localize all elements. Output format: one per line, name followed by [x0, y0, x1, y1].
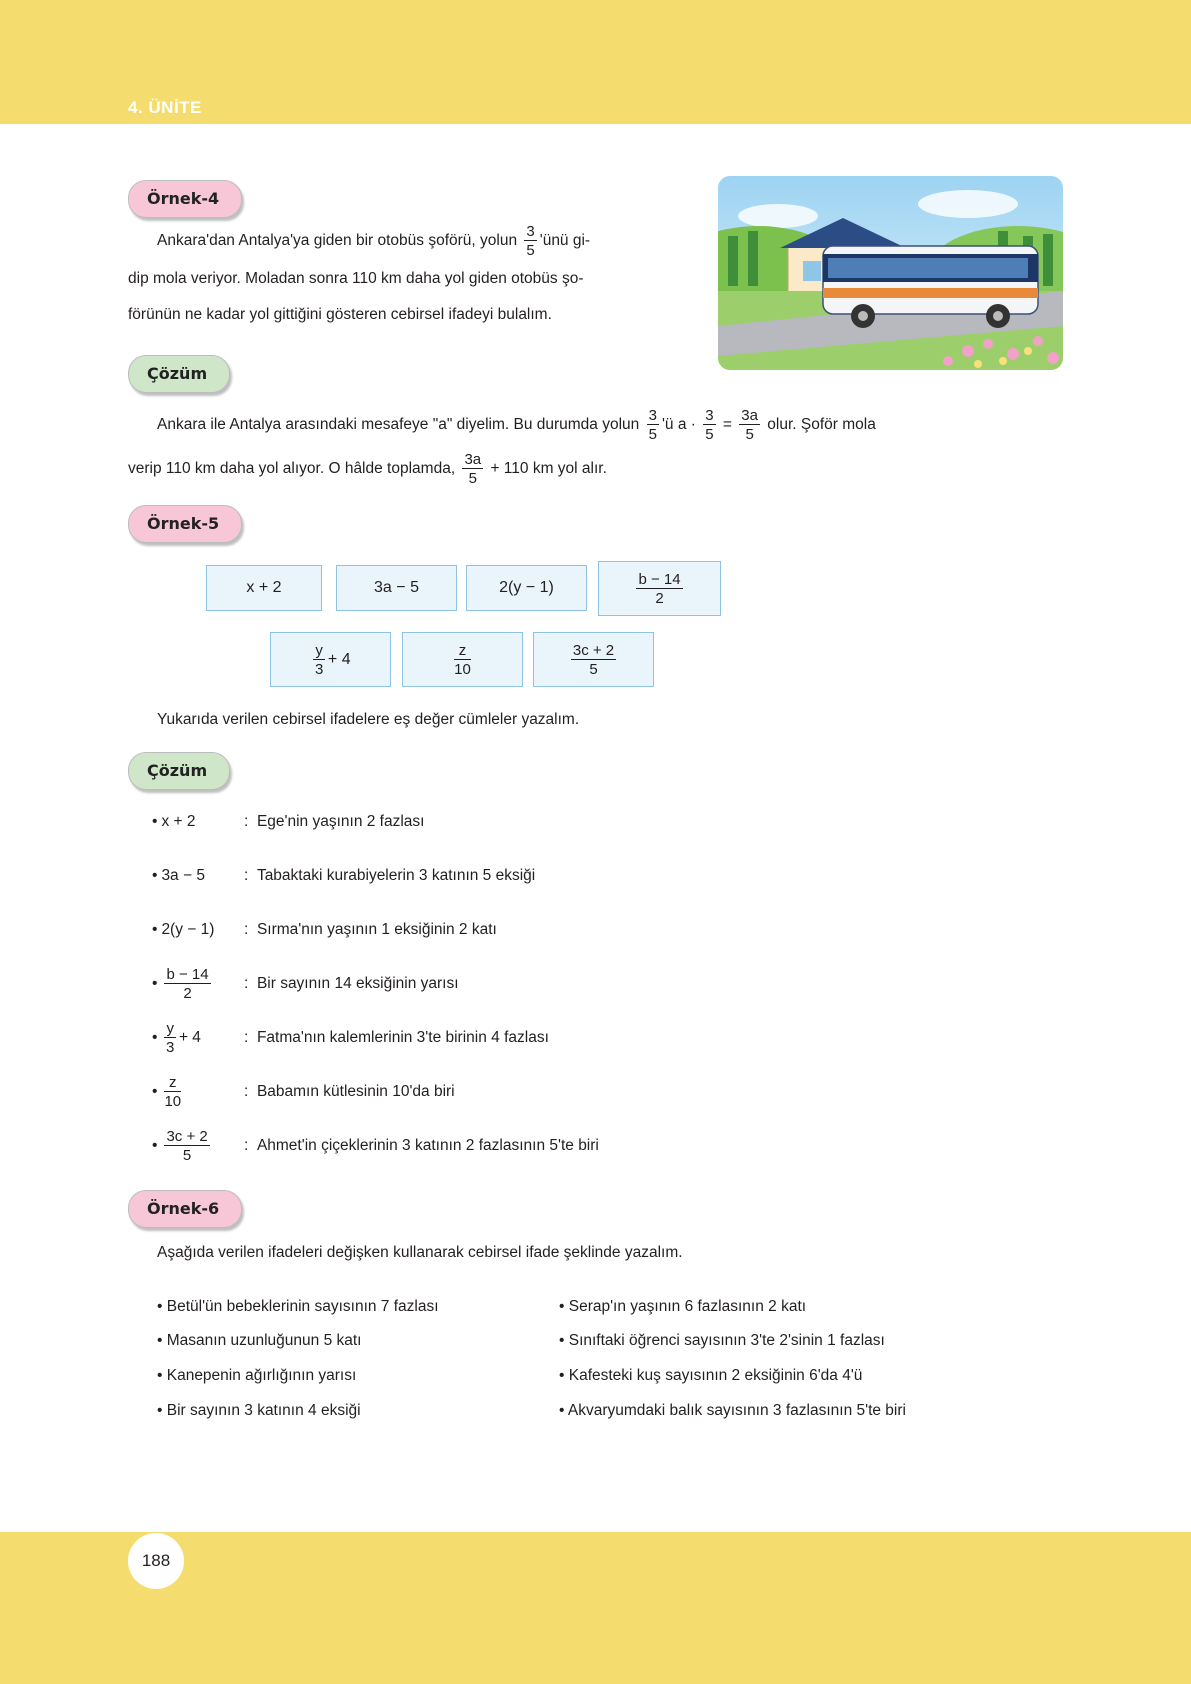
solution-item	[152, 1072, 455, 1112]
sentence: Bir sayının 14 eksiğinin yarısı	[256, 975, 459, 992]
sentence: Fatma'nın kalemlerinin 3'te birinin 4 fazlası	[256, 1029, 549, 1046]
fraction	[524, 224, 536, 258]
bullet: •	[152, 1029, 158, 1046]
numerator: 3	[705, 407, 714, 424]
expression-box	[270, 632, 391, 687]
item-text: Serap'ın yaşının 6 fazlasının 2 katı	[568, 1298, 807, 1315]
expression	[152, 1129, 244, 1163]
denominator: 5	[182, 1147, 192, 1164]
fraction	[703, 408, 715, 442]
expr-text: 3a − 5	[161, 867, 205, 884]
fraction	[164, 967, 210, 1001]
colon: :	[244, 867, 249, 884]
denominator: 5	[648, 426, 657, 443]
item-text: Akvaryumdaki balık sayısının 3 fazlasının 5'te biri	[567, 1402, 906, 1419]
denominator: 5	[745, 426, 754, 443]
equals-sign: =	[722, 416, 732, 434]
sentence: Sırma'nın yaşının 1 eksiğinin 2 katı	[256, 921, 497, 938]
item-text: Kafesteki kuş sayısının 2 eksiğinin 6'da 4'ü	[568, 1367, 863, 1384]
numerator: z	[164, 1075, 181, 1092]
numerator: 3c + 2	[572, 641, 615, 659]
sentence: Tabaktaki kurabiyelerin 3 katının 5 eksiği	[256, 867, 536, 884]
sentence: Ahmet'in çiçeklerinin 3 katının 2 fazlasının 5'te biri	[256, 1137, 599, 1154]
denominator: 5	[705, 426, 714, 443]
colon: :	[244, 921, 249, 938]
colon: :	[244, 813, 249, 830]
text: verip 110 km daha yol alıyor. O hâlde toplamda,	[128, 460, 456, 478]
item-text: Bir sayının 3 katının 4 eksiği	[166, 1402, 361, 1419]
example-5-instruction: Yukarıda verilen cebirsel ifadelere eş değer cümleler yazalım.	[157, 711, 580, 728]
list-item: • Kanepenin ağırlığının yarısı	[157, 1367, 357, 1384]
fraction	[454, 643, 471, 677]
fraction	[739, 408, 760, 442]
expression-box: x + 2	[206, 565, 322, 611]
expr-text: 2(y − 1)	[161, 921, 215, 938]
numerator: y	[166, 1020, 174, 1037]
text: Ankara'dan Antalya'ya giden bir otobüs şoförü, yolun	[157, 232, 518, 250]
item-text: Kanepenin ağırlığının yarısı	[166, 1367, 357, 1384]
bullet: •	[152, 867, 158, 884]
solution-item	[152, 856, 535, 896]
numerator: 3	[648, 407, 657, 424]
fraction	[164, 1021, 176, 1055]
colon: :	[244, 1029, 249, 1046]
example-6-tag: Örnek-6	[128, 1190, 242, 1228]
page-number: 188	[128, 1533, 184, 1589]
example-5-tag: Örnek-5	[128, 505, 242, 543]
denominator: 2	[655, 589, 664, 607]
colon: :	[244, 975, 249, 992]
text: + 110 km yol alır.	[490, 460, 607, 478]
expression	[152, 967, 244, 1001]
list-item: • Serap'ın yaşının 6 fazlasının 2 katı	[559, 1298, 807, 1315]
list-item: • Masanın uzunluğunun 5 katı	[157, 1332, 362, 1349]
expression-box	[533, 632, 654, 687]
fraction	[313, 643, 325, 677]
list-item: • Bir sayının 3 katının 4 eksiği	[157, 1402, 361, 1419]
bullet: •	[152, 813, 158, 830]
solution-item	[152, 964, 459, 1004]
denominator: 5	[589, 660, 598, 678]
colon: :	[244, 1137, 249, 1154]
expression-box: 3a − 5	[336, 565, 457, 611]
fraction	[636, 572, 682, 606]
fraction	[647, 408, 659, 442]
bullet: •	[152, 975, 158, 992]
fraction	[462, 452, 483, 486]
sentence: Babamın kütlesinin 10'da biri	[256, 1083, 455, 1100]
numerator: z	[454, 643, 471, 660]
solution-item	[152, 802, 424, 842]
numerator: 3a	[741, 407, 758, 424]
sentence: Ege'nin yaşının 2 fazlası	[256, 813, 425, 830]
numerator: y	[315, 641, 323, 659]
solution-4-line-1	[157, 408, 876, 442]
example-4-line-3: förünün ne kadar yol gittiğini gösteren cebirsel ifadeyi bulalım.	[128, 306, 552, 323]
denominator: 5	[468, 470, 477, 487]
expression-box	[598, 561, 721, 616]
example-4-tag: Örnek-4	[128, 180, 242, 218]
bullet: •	[152, 921, 158, 938]
text: + 4	[327, 650, 351, 668]
item-text: Sınıftaki öğrenci sayısının 3'te 2'sinin 1 fazlası	[568, 1332, 885, 1349]
text: 'ü a ·	[661, 416, 696, 434]
item-text: Masanın uzunluğunun 5 katı	[166, 1332, 362, 1349]
denominator: 2	[183, 985, 192, 1002]
example-6-instruction: Aşağıda verilen ifadeleri değişken kullanarak cebirsel ifade şeklinde yazalım.	[157, 1244, 683, 1261]
solution-5-tag: Çözüm	[128, 752, 230, 790]
fraction	[164, 1129, 209, 1163]
numerator: b − 14	[166, 966, 209, 983]
expression-box	[402, 632, 523, 687]
denominator: 3	[166, 1039, 175, 1056]
numerator: 3	[526, 223, 535, 240]
bullet: •	[152, 1083, 158, 1100]
expr-text: x + 2	[161, 813, 196, 830]
expression	[152, 1021, 244, 1055]
expression	[152, 1075, 244, 1109]
solution-4-line-2	[128, 452, 607, 486]
solution-item	[152, 1018, 549, 1058]
fraction	[571, 643, 616, 677]
expression	[152, 921, 244, 939]
denominator: 3	[314, 660, 324, 678]
example-4-line-2: dip mola veriyor. Moladan sonra 110 km daha yol giden otobüs şo-	[128, 270, 584, 287]
denominator: 10	[164, 1093, 182, 1110]
unit-label: 4. ÜNİTE	[128, 98, 202, 117]
denominator: 10	[454, 660, 471, 678]
list-item: • Akvaryumdaki balık sayısının 3 fazlasının 5'te biri	[559, 1402, 906, 1419]
solution-4-tag: Çözüm	[128, 355, 230, 393]
numerator: 3a	[464, 451, 482, 468]
list-item: • Kafesteki kuş sayısının 2 eksiğinin 6'da 4'ü	[559, 1367, 863, 1384]
numerator: b − 14	[638, 570, 681, 588]
example-4-line-1	[157, 224, 590, 258]
text: Ankara ile Antalya arasındaki mesafeye "a" diyelim. Bu durumda yolun	[157, 416, 640, 434]
solution-item	[152, 1126, 599, 1166]
bullet: •	[152, 1137, 158, 1154]
expression	[152, 867, 244, 885]
text: olur. Şoför mola	[767, 416, 876, 434]
solution-item	[152, 910, 497, 950]
colon: :	[244, 1083, 249, 1100]
fraction	[164, 1075, 181, 1109]
bus-illustration	[718, 176, 1063, 370]
bus-scene-image	[718, 176, 1063, 370]
denominator: 5	[526, 242, 535, 259]
expression	[152, 813, 244, 831]
expression-box: 2(y − 1)	[466, 565, 587, 611]
item-text: Betül'ün bebeklerinin sayısının 7 fazlası	[166, 1298, 439, 1315]
expr-text: + 4	[178, 1029, 201, 1046]
text: 'ünü gi-	[539, 232, 591, 250]
list-item: • Betül'ün bebeklerinin sayısının 7 fazlası	[157, 1298, 439, 1315]
list-item: • Sınıftaki öğrenci sayısının 3'te 2'sinin 1 fazlası	[559, 1332, 885, 1349]
numerator: 3c + 2	[166, 1128, 208, 1145]
